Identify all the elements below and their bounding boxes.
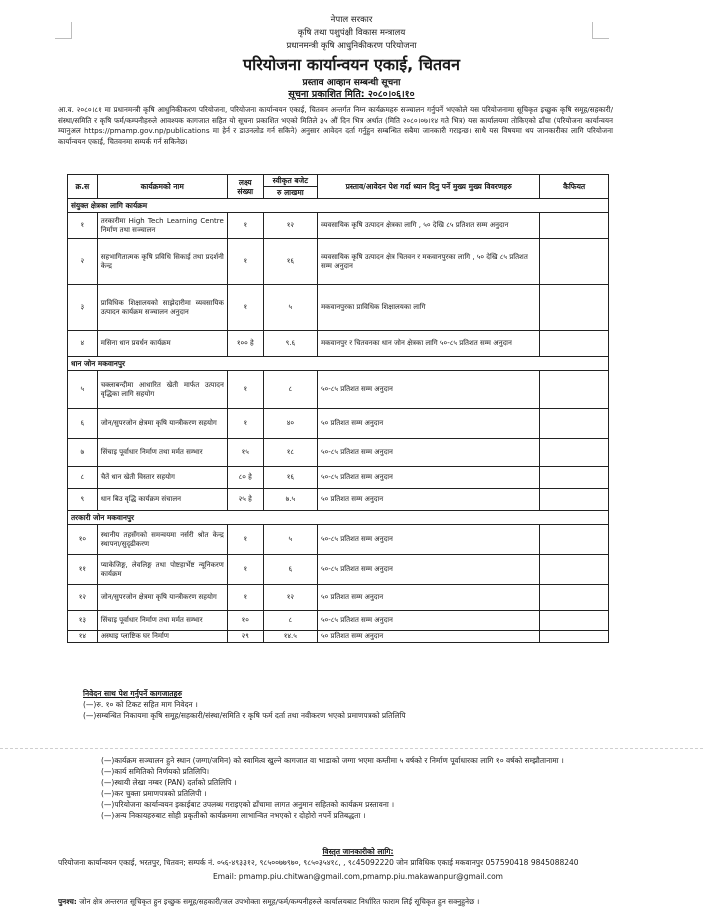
cell-target: १५ [227, 439, 263, 467]
table-row [68, 371, 609, 409]
cell-name: मसिना धान प्रवर्धन कार्यक्रम [97, 331, 227, 357]
cell-name: सहभागितात्मक कृषि प्रविधि सिकाई तथा प्रदर्शनी केन्द्र [97, 239, 227, 285]
cell-desc: ५० प्रतिशत सम्म अनुदान [317, 631, 539, 643]
section-row [68, 357, 609, 371]
document-item: (—)कार्यक्रम सञ्चालन हुने स्थान (जग्गा/जमिन) को स्वामित्व खुल्ने कागजात वा भाडाको जग्गा भएमा कम्तीमा ५ वर्षको र निर्माण पूर्वाधारका लागि १० वर्षको सम्झौतानामा । [101, 756, 564, 765]
cell-name: तरकारीमा High Tech Learning Centre निर्माण तथा सञ्चालन [97, 213, 227, 239]
cell-sn: ११ [68, 555, 98, 585]
table-row [68, 239, 609, 285]
cell-sn: २ [68, 239, 98, 285]
cell-name: जोन/सुपरजोन क्षेत्रमा कृषि यान्त्रीकरण सहयोग [97, 409, 227, 439]
section-title: संयुक्त क्षेत्रका लागि कार्यक्रम [68, 199, 609, 213]
documents-heading: निवेदन साथ पेश गर्नुपर्ने कागजातहरु [83, 689, 183, 698]
required-documents-continued [101, 755, 621, 821]
cell-budget: १८ [263, 439, 317, 467]
cell-remarks [540, 439, 609, 467]
document-item: (—)परियोजना कार्यान्वयन इकाईबाट उपलब्ध गराइएको ढाँचामा लागत अनुमान सहितको कार्यक्रम प्रस्तावना । [101, 800, 395, 809]
section-row [68, 199, 609, 213]
table-header-row [68, 175, 609, 187]
col-header-sn: क्र.स [68, 175, 98, 199]
cell-budget: १६ [263, 467, 317, 489]
cell-sn: १४ [68, 631, 98, 643]
cell-target: १० [227, 611, 263, 631]
cell-name: सिंचाइ पूर्वाधार निर्माण तथा मर्मत सम्भार [97, 439, 227, 467]
cell-target: १०० हे [227, 331, 263, 357]
cell-sn: ६ [68, 409, 98, 439]
cell-desc: व्यवसायिक कृषि उत्पादन क्षेत्र चितवन र मकवानपुरका लागि , ५० देखि ८५ प्रतिशत सम्म अनुदान [317, 239, 539, 285]
cell-sn: ८ [68, 467, 98, 489]
cell-target: १ [227, 239, 263, 285]
cell-desc: ५०-८५ प्रतिशत सम्म अनुदान [317, 555, 539, 585]
cell-target: २९ [227, 631, 263, 643]
program-table [67, 174, 609, 643]
cell-budget: १६ [263, 239, 317, 285]
cell-remarks [540, 611, 609, 631]
cell-desc: ५० प्रतिशत सम्म अनुदान [317, 585, 539, 611]
section-title: तरकारी जोन मकवानपुर [68, 511, 609, 525]
cell-desc: मकवानपुर र चितवनका धान जोन क्षेत्रका लागि ५०-८५ प्रतिशत सम्म अनुदान [317, 331, 539, 357]
col-header-remarks: कैफियत [540, 175, 609, 199]
table-row [68, 285, 609, 331]
ministry-name: कृषि तथा पशुपंक्षी विकास मन्त्रालय [297, 28, 406, 38]
col-header-desc: प्रस्ताव/आवेदन पेश गर्दा ध्यान दिनु पर्ने मुख्य मुख्य विवरणहरु [317, 175, 539, 199]
cell-sn: १३ [68, 611, 98, 631]
cell-budget: ९.६ [263, 331, 317, 357]
cell-desc: ५०-८५ प्रतिशत सम्म अनुदान [317, 439, 539, 467]
col-header-budget-unit: रु लाखमा [263, 187, 317, 199]
cell-target: १ [227, 213, 263, 239]
cell-remarks [540, 285, 609, 331]
table-row [68, 489, 609, 511]
cell-target: २५ हे [227, 489, 263, 511]
cell-sn: १२ [68, 585, 98, 611]
cell-sn: ३ [68, 285, 98, 331]
cell-budget: ७.५ [263, 489, 317, 511]
cell-sn: ७ [68, 439, 98, 467]
required-documents [83, 688, 623, 721]
cell-name: सिंचाइ पूर्वाधार निर्माण तथा मर्मत सम्भार [97, 611, 227, 631]
document-item: (—)कार्य समितिको निर्णयको प्रतिलिपि। [101, 767, 210, 776]
cell-target: १ [227, 409, 263, 439]
letterhead [0, 14, 703, 101]
document-item: (—)कर चुक्ता प्रमाणपत्रको प्रतिलिपी । [101, 789, 207, 798]
table-row [68, 555, 609, 585]
publication-date: सूचना प्रकाशित मिति: २०८०।०६।१० [288, 89, 415, 100]
cell-name: जोन/सुपरजोन क्षेत्रमा कृषि यान्त्रीकरण सहयोग [97, 585, 227, 611]
postscript-label: पुनश्च: [58, 897, 77, 906]
cell-remarks [540, 585, 609, 611]
page-fold-divider [0, 748, 703, 750]
table-row [68, 611, 609, 631]
contact-details: परियोजना कार्यान्वयन एकाई, भरतपुर, चितवन; सम्पर्क नं. ०५६-४९३३१२, ९८५००७७९७०, ९८५०३५४१८, , ९८45092220 जोन प्राविधिक एकाई मकवानपुर 057590418 9845088240 [58, 858, 579, 867]
cell-budget: ८ [263, 611, 317, 631]
cell-desc: ५०-८५ प्रतिशत सम्म अनुदान [317, 467, 539, 489]
document-item: (—)स्थायी लेखा नम्बर (PAN) दर्ताको प्रतिलिपि । [101, 778, 237, 787]
table-row [68, 631, 609, 643]
col-header-name: कार्यक्रमको नाम [97, 175, 227, 199]
cell-target: १ [227, 285, 263, 331]
table-row [68, 331, 609, 357]
cell-budget: १२ [263, 213, 317, 239]
cell-target: १ [227, 371, 263, 409]
project-name: प्रधानमन्त्री कृषि आधुनिकीकरण परियोजना [286, 41, 417, 51]
cell-sn: १० [68, 525, 98, 555]
cell-remarks [540, 467, 609, 489]
cell-target: १ [227, 555, 263, 585]
cell-remarks [540, 555, 609, 585]
document-item: (—)अन्य निकायहरुबाट सोही प्रकृतीको कार्यक्रममा लाभान्वित नभएको र दोहोरो नपर्ने प्रतिबद्धता । [101, 811, 366, 820]
table-row [68, 525, 609, 555]
cell-budget: ४० [263, 409, 317, 439]
cell-name: अस्थाइ प्लाष्टिक घर निर्माण [97, 631, 227, 643]
cell-sn: ४ [68, 331, 98, 357]
table-row [68, 439, 609, 467]
section-row [68, 511, 609, 525]
cell-budget: १४.५ [263, 631, 317, 643]
notice-title: प्रस्ताव आव्हान सम्बन्धी सूचना [302, 78, 401, 88]
postscript-text: जोन क्षेत्र अन्तरगत सूचिकृत हुन इच्छुक समूह/सहकारी/जल उपभोक्ता समूह/फर्म/कम्पनीहरुले कार्यालयबाट निर्धारित फाराम लिई सूचिकृत हुन सक्नुहुनेछ । [79, 897, 480, 906]
table-row [68, 409, 609, 439]
cell-remarks [540, 409, 609, 439]
cell-remarks [540, 331, 609, 357]
cell-name: चैतें धान खेती विस्तार सहयोग [97, 467, 227, 489]
cell-name: स्थानीय तहसँगको समन्वयमा नर्सरी श्रोत केन्द्र स्थापना/सुदृढीकरण [97, 525, 227, 555]
section-title: धान जोन मकवानपुर [68, 357, 609, 371]
office-name: परियोजना कार्यान्वयन एकाई, चितवन [243, 55, 460, 74]
cell-remarks [540, 239, 609, 285]
cell-desc: ५० प्रतिशत सम्म अनुदान [317, 489, 539, 511]
cell-remarks [540, 631, 609, 643]
cell-remarks [540, 489, 609, 511]
contact-heading: विस्तृत जानकारीको लागि: [322, 847, 394, 856]
cell-desc: मकवानपुरका प्राविधिक शिक्षालयका लागि [317, 285, 539, 331]
cell-name: प्याकेजिङ्ग, लेवलिङ्ग तथा पोष्टहार्भेष्ट न्यूनिकरण कार्यक्रम [97, 555, 227, 585]
col-header-budget: स्वीकृत बजेट [263, 175, 317, 187]
table-row [68, 213, 609, 239]
table-row [68, 585, 609, 611]
cell-target: १ [227, 525, 263, 555]
document-item: (—)सम्बन्धित निकायमा कृषि समूह/सहकारी/संस्था/समिति र कृषि फर्म दर्ता तथा नवीकरण भएको प्रमाणपत्रको प्रतिलिपि [83, 711, 406, 720]
cell-budget: १२ [263, 585, 317, 611]
cell-target: ८० हे [227, 467, 263, 489]
cell-budget: ६ [263, 555, 317, 585]
cell-sn: ९ [68, 489, 98, 511]
cell-desc: ५०-८५ प्रतिशत सम्म अनुदान [317, 611, 539, 631]
cell-desc: ५०-८५ प्रतिशत सम्म अनुदान [317, 371, 539, 409]
cell-budget: ५ [263, 285, 317, 331]
contact-block [58, 846, 658, 882]
table-row [68, 467, 609, 489]
col-header-target: लक्ष्य संख्या [227, 175, 263, 199]
cell-sn: १ [68, 213, 98, 239]
government-name: नेपाल सरकार [330, 15, 373, 25]
cell-remarks [540, 371, 609, 409]
cell-remarks [540, 213, 609, 239]
cell-name: धान बिउ वृद्धि कार्यक्रम संचालन [97, 489, 227, 511]
cell-desc: ५० प्रतिशत सम्म अनुदान [317, 409, 539, 439]
cell-name: प्राविधिक शिक्षालयको साझेदारीमा व्यवसायिक उत्पादन कार्यक्रम सञ्चालन अनुदान [97, 285, 227, 331]
cell-name: चक्लाबन्दीमा आधारित खेती मार्फत उत्पादन वृद्धिका लागि सहयोग [97, 371, 227, 409]
cell-budget: ८ [263, 371, 317, 409]
cell-target: १ [227, 585, 263, 611]
document-item: (—)रु. १० को टिकट सहित माग निवेदन । [83, 700, 198, 709]
cell-remarks [540, 525, 609, 555]
cell-budget: ५ [263, 525, 317, 555]
intro-paragraph: आ.व. २०८०।८१ मा प्रधानमन्त्री कृषि आधुनिकीकरण परियोजना, परियोजना कार्यान्वयन एकाई, चितवन अन्तर्गत निम्न कार्यक्रमहरु सञ्चालन गर्नुपर्ने भएकोले यस परियोजनामा सूचिकृत इच्छुक कृषि समूह/सहकारी/संस्था/समिति र कृषि फर्म/कम्पनीहरुले आवश्यक कागजात सहित यो सूचना प्रकाशित भएको मितिले ३५ औं दिन भित्र अर्थात (मिति २०८०।०७।१४ गते भित्र) यस कार्यालयमा तोकिएको ढाँचा (परियोजना कार्यान्वयन म्यानुअल https://pmamp.gov.np/publications मा हेर्न र डाउनलोड गर्न सकिने) अनुसार आवेदन दर्ता गर्नुहुन सम्बन्धित सबैमा जानकारी गराइन्छ। साथै यस विषयमा थप जानकारीका लागि परियोजना कार्यान्वयन एकाई, चितवनमा सम्पर्क गर्न सकिनेछ। [58, 105, 613, 146]
postscript [58, 897, 658, 907]
cell-sn: ५ [68, 371, 98, 409]
contact-email: Email: pmamp.piu.chitwan@gmail.com,pmamp.piu.makawanpur@gmail.com [213, 872, 503, 881]
cell-desc: ५०-८५ प्रतिशत सम्म अनुदान [317, 525, 539, 555]
cell-desc: व्यवसायिक कृषि उत्पादन क्षेत्रका लागि , ५० देखि ८५ प्रतिशत सम्म अनुदान [317, 213, 539, 239]
